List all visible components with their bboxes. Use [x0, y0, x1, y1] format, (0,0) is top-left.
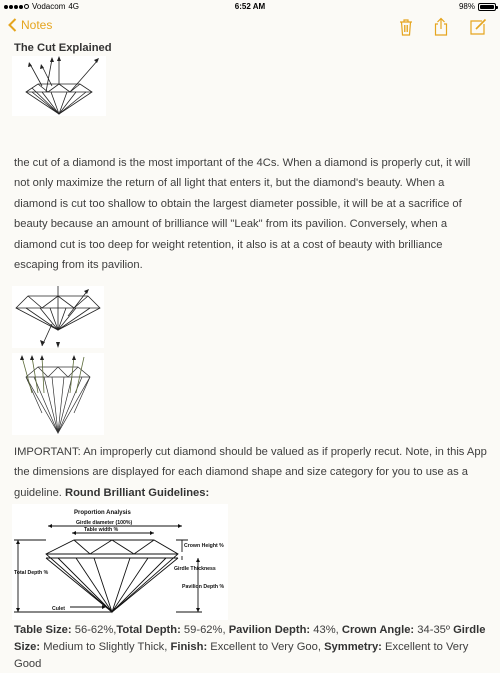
navigation-bar — [0, 14, 500, 40]
total-depth-label: Total Depth % — [14, 570, 49, 576]
spec-value: 56-62%, — [71, 624, 117, 636]
round-brilliant-heading: Round Brilliant Guidelines: — [65, 486, 210, 499]
chevron-left-icon — [8, 18, 17, 32]
crown-height-label: Crown Height % — [184, 543, 224, 549]
status-bar — [0, 0, 500, 14]
culet-label: Culet — [52, 606, 65, 612]
deep-cut-diamond-image — [12, 353, 104, 435]
note-title: The Cut Explained — [14, 42, 112, 54]
spec-label: Crown Angle: — [341, 624, 415, 636]
diamond-light-reflection-image — [12, 56, 106, 116]
spec-value: 34-35º — [414, 624, 454, 636]
battery-icon — [478, 3, 496, 11]
network-type: 4G — [68, 2, 80, 11]
spec-value: 43%, — [310, 624, 342, 636]
spec-label: Table Size: — [14, 624, 72, 636]
spec-label: Total Depth: — [116, 624, 181, 636]
paragraph-cut-importance: the cut of a diamond is the most important of the 4Cs. When a diamond is properly cut, it will not only maximize the return of all light that enters it, but the diamond's beauty. When a diamond is cut too shallow to obtain the largest diameter possible, it will be at a sacrifice of beauty because an amount of brilliance will "Leak" from its pavilion. Conversely, when a diamond cut is too deep for weight retention, it also is at a cost of beauty with brilliance escaping from its pavilion. — [14, 157, 471, 272]
spec-value: 59-62%, — [180, 624, 229, 636]
spec-label: Pavilion Depth: — [228, 624, 311, 636]
compose-icon[interactable] — [468, 17, 488, 37]
spec-label: Symmetry: — [324, 641, 382, 653]
table-width-label: Table width % — [84, 527, 119, 533]
note-body[interactable] — [14, 40, 488, 670]
diagram-title: Proportion Analysis — [74, 510, 131, 516]
spec-value: Excellent to Very Goo, — [207, 641, 325, 653]
girdle-thickness-label: Girdle Thickness — [174, 566, 216, 572]
back-label: Notes — [21, 18, 53, 32]
round-brilliant-specs — [14, 622, 488, 673]
girdle-diameter-label: Girdle diameter (100%) — [76, 520, 133, 526]
spec-value: Excellent to Very Good — [14, 641, 469, 670]
trash-icon[interactable] — [396, 17, 416, 37]
pavilion-depth-label: Pavilion Depth % — [182, 584, 225, 590]
spec-value: Medium to Slightly Thick, — [40, 641, 171, 653]
paragraph-recut-guideline — [14, 442, 488, 503]
battery-info — [459, 2, 496, 11]
clock: 6:52 AM — [234, 2, 266, 11]
shallow-cut-diamond-image — [12, 286, 104, 348]
spec-label: Finish: — [170, 641, 208, 653]
recut-text: IMPORTANT: An improperly cut diamond should be valued as if properly recut. Note, in this App the dimensions are displayed for each diamond shape and size category for you to use as a guideline. — [14, 446, 487, 499]
battery-fill — [480, 5, 494, 9]
battery-percent: 98% — [458, 2, 475, 11]
spec-label: Girdle Size: — [14, 624, 486, 653]
proportion-analysis-diagram — [12, 504, 228, 620]
back-button[interactable] — [8, 18, 52, 32]
share-icon[interactable] — [431, 17, 451, 37]
carrier-name: Vodacom — [32, 2, 66, 11]
